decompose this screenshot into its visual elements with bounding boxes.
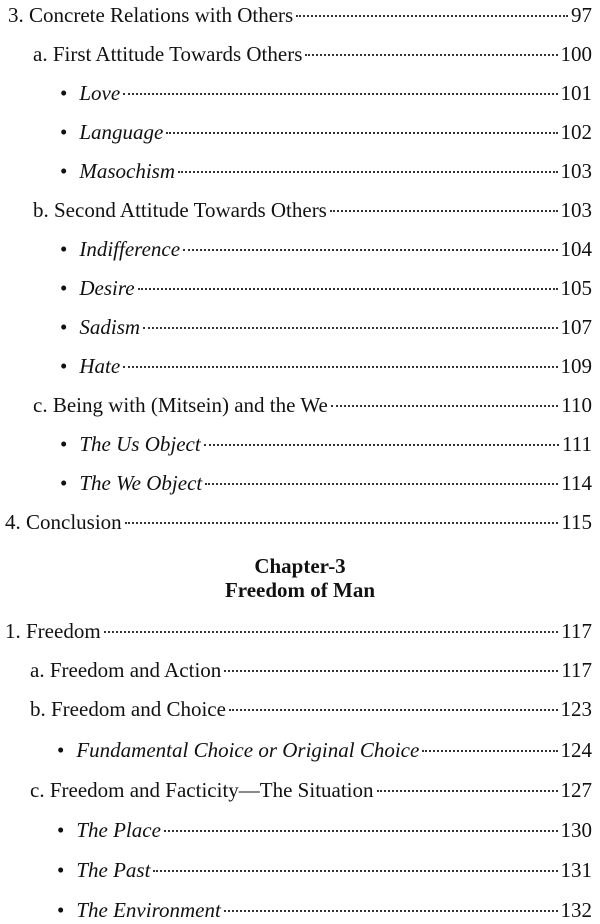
dot-leader [305, 54, 557, 56]
dot-leader [166, 132, 557, 134]
toc-entry-label: The Us Object [79, 432, 201, 456]
toc-page-number: 109 [560, 354, 592, 378]
toc-page-number: 107 [560, 315, 592, 339]
toc-page-number: 131 [560, 858, 592, 882]
toc-entry-label: a. Freedom and Action [30, 658, 222, 682]
toc-entry-freedom-action [30, 657, 592, 683]
bullet-icon: • [60, 159, 68, 183]
toc-entry-freedom [5, 618, 592, 644]
toc-page-number: 132 [560, 898, 592, 922]
toc-page-number: 103 [560, 198, 592, 222]
bullet-icon: • [60, 81, 68, 105]
toc-entry-label: Love [79, 81, 121, 105]
toc-entry-label: c. Being with (Mitsein) and the We [33, 393, 328, 417]
toc-entry-label: Language [79, 120, 164, 144]
dot-leader [224, 670, 558, 672]
toc-entry-concrete-relations [8, 2, 592, 28]
toc-entry-being-with [33, 392, 592, 418]
toc-entry-masochism [60, 158, 592, 184]
toc-entry-label: Sadism [79, 315, 141, 339]
toc-page-number: 97 [571, 3, 592, 27]
toc-entry-label: a. First Attitude Towards Others [33, 42, 303, 66]
toc-entry-label: Indifference [79, 237, 181, 261]
toc-page-number: 117 [561, 619, 592, 643]
toc-entry-environment [57, 897, 592, 923]
toc-entry-conclusion [5, 509, 592, 535]
toc-entry-language [60, 119, 592, 145]
toc-page-number: 130 [560, 818, 592, 842]
toc-entry-label: The Environment [76, 898, 221, 922]
toc-entry-love [60, 80, 592, 106]
bullet-icon: • [60, 276, 68, 300]
toc-page-number: 111 [562, 432, 592, 456]
toc-entry-we-object [60, 470, 592, 496]
dot-leader [331, 405, 558, 407]
dot-leader [224, 910, 558, 912]
toc-entry-desire [60, 275, 592, 301]
toc-entry-hate [60, 353, 592, 379]
toc-entry-label: 3. Concrete Relations with Others [8, 3, 294, 27]
dot-leader [296, 15, 568, 17]
toc-page-number: 110 [561, 393, 592, 417]
toc-entry-label: The We Object [79, 471, 203, 495]
toc-page-number: 104 [560, 237, 592, 261]
toc-entry-fundamental-choice [57, 737, 592, 763]
toc-entry-first-attitude [33, 41, 592, 67]
toc-entry-sadism [60, 314, 592, 340]
dot-leader [125, 522, 559, 524]
toc-page-number: 101 [560, 81, 592, 105]
toc-entry-label: The Past [76, 858, 151, 882]
toc-entry-label: b. Freedom and Choice [30, 697, 226, 721]
bullet-icon: • [60, 315, 68, 339]
toc-entry-freedom-facticity [30, 777, 592, 803]
toc-page-number: 114 [561, 471, 592, 495]
toc-entry-label: Fundamental Choice or Original Choice [76, 738, 420, 762]
toc-entry-place [57, 817, 592, 843]
dot-leader [123, 366, 557, 368]
toc-page-number: 103 [560, 159, 592, 183]
dot-leader [123, 93, 557, 95]
toc-entry-second-attitude [33, 197, 592, 223]
dot-leader [143, 327, 557, 329]
bullet-icon: • [60, 471, 68, 495]
toc-entry-us-object [60, 431, 592, 457]
toc-entry-label: 4. Conclusion [5, 510, 122, 534]
toc-page-number: 100 [560, 42, 592, 66]
dot-leader [153, 870, 557, 872]
bullet-icon: • [57, 818, 65, 842]
toc-entry-label: c. Freedom and Facticity—The Situation [30, 778, 374, 802]
chapter-title: Freedom of Man [224, 578, 376, 602]
toc-entry-past [57, 857, 592, 883]
toc-page-number: 102 [560, 120, 592, 144]
toc-entry-label: 1. Freedom [5, 619, 101, 643]
toc-entry-label: b. Second Attitude Towards Others [33, 198, 327, 222]
dot-leader [377, 790, 558, 792]
dot-leader [229, 709, 558, 711]
dot-leader [164, 830, 558, 832]
toc-page-number: 105 [560, 276, 592, 300]
toc-page-number: 115 [561, 510, 592, 534]
bullet-icon: • [60, 354, 68, 378]
toc-entry-label: Masochism [79, 159, 176, 183]
toc-page-number: 123 [560, 697, 592, 721]
dot-leader [183, 249, 557, 251]
bullet-icon: • [57, 858, 65, 882]
toc-page-number: 127 [560, 778, 592, 802]
toc-entry-indifference [60, 236, 592, 262]
toc-page-number: 117 [561, 658, 592, 682]
toc-entry-label: Desire [79, 276, 135, 300]
toc-entry-freedom-choice [30, 696, 592, 722]
bullet-icon: • [57, 738, 65, 762]
dot-leader [104, 631, 559, 633]
toc-page-number: 124 [560, 738, 592, 762]
bullet-icon: • [57, 898, 65, 922]
chapter-number: Chapter-3 [254, 554, 346, 578]
toc-entry-label: The Place [76, 818, 161, 842]
bullet-icon: • [60, 432, 68, 456]
dot-leader [204, 444, 559, 446]
dot-leader [138, 288, 558, 290]
dot-leader [330, 210, 558, 212]
bullet-icon: • [60, 237, 68, 261]
bullet-icon: • [60, 120, 68, 144]
dot-leader [422, 750, 557, 752]
dot-leader [178, 171, 557, 173]
toc-entry-label: Hate [79, 354, 121, 378]
dot-leader [205, 483, 558, 485]
